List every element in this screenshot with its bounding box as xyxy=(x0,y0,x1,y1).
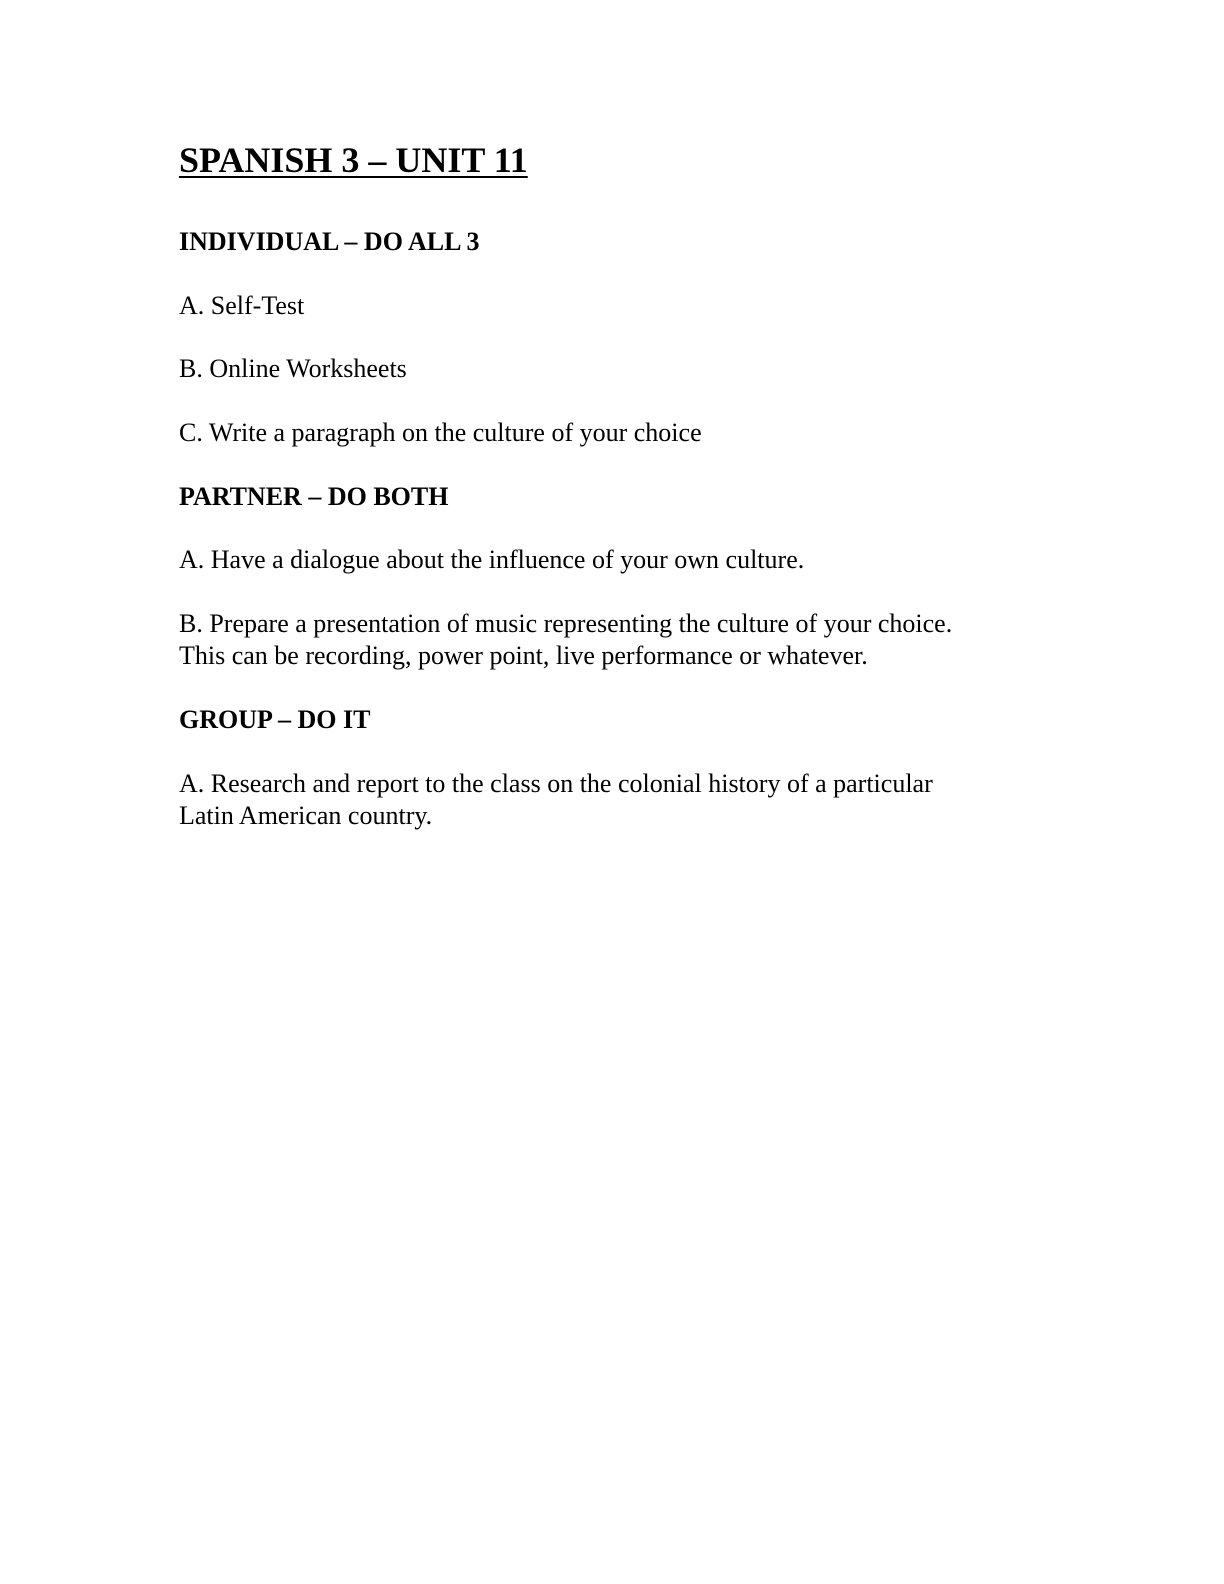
section-heading-individual: INDIVIDUAL – DO ALL 3 xyxy=(179,227,480,256)
individual-item-c xyxy=(179,417,1059,449)
group-item-a xyxy=(179,768,1059,832)
section-heading-partner: PARTNER – DO BOTH xyxy=(179,482,449,511)
item-line: A. Research and report to the class on the colonial history of a particular xyxy=(179,769,933,798)
section-heading-group: GROUP – DO IT xyxy=(179,705,371,734)
page-title: SPANISH 3 – UNIT 11 xyxy=(179,140,528,180)
partner-item-a xyxy=(179,544,1059,576)
item-line: A. Self-Test xyxy=(179,291,305,320)
partner-item-b xyxy=(179,608,1059,672)
individual-item-b xyxy=(179,353,1059,385)
item-line: This can be recording, power point, live performance or whatever. xyxy=(179,641,868,670)
item-line: Latin American country. xyxy=(179,801,433,830)
individual-item-a xyxy=(179,290,1059,322)
item-line: C. Write a paragraph on the culture of your choice xyxy=(179,418,702,447)
item-line: B. Prepare a presentation of music representing the culture of your choice. xyxy=(179,609,953,638)
item-line: B. Online Worksheets xyxy=(179,354,407,383)
item-line: A. Have a dialogue about the influence of your own culture. xyxy=(179,545,805,574)
